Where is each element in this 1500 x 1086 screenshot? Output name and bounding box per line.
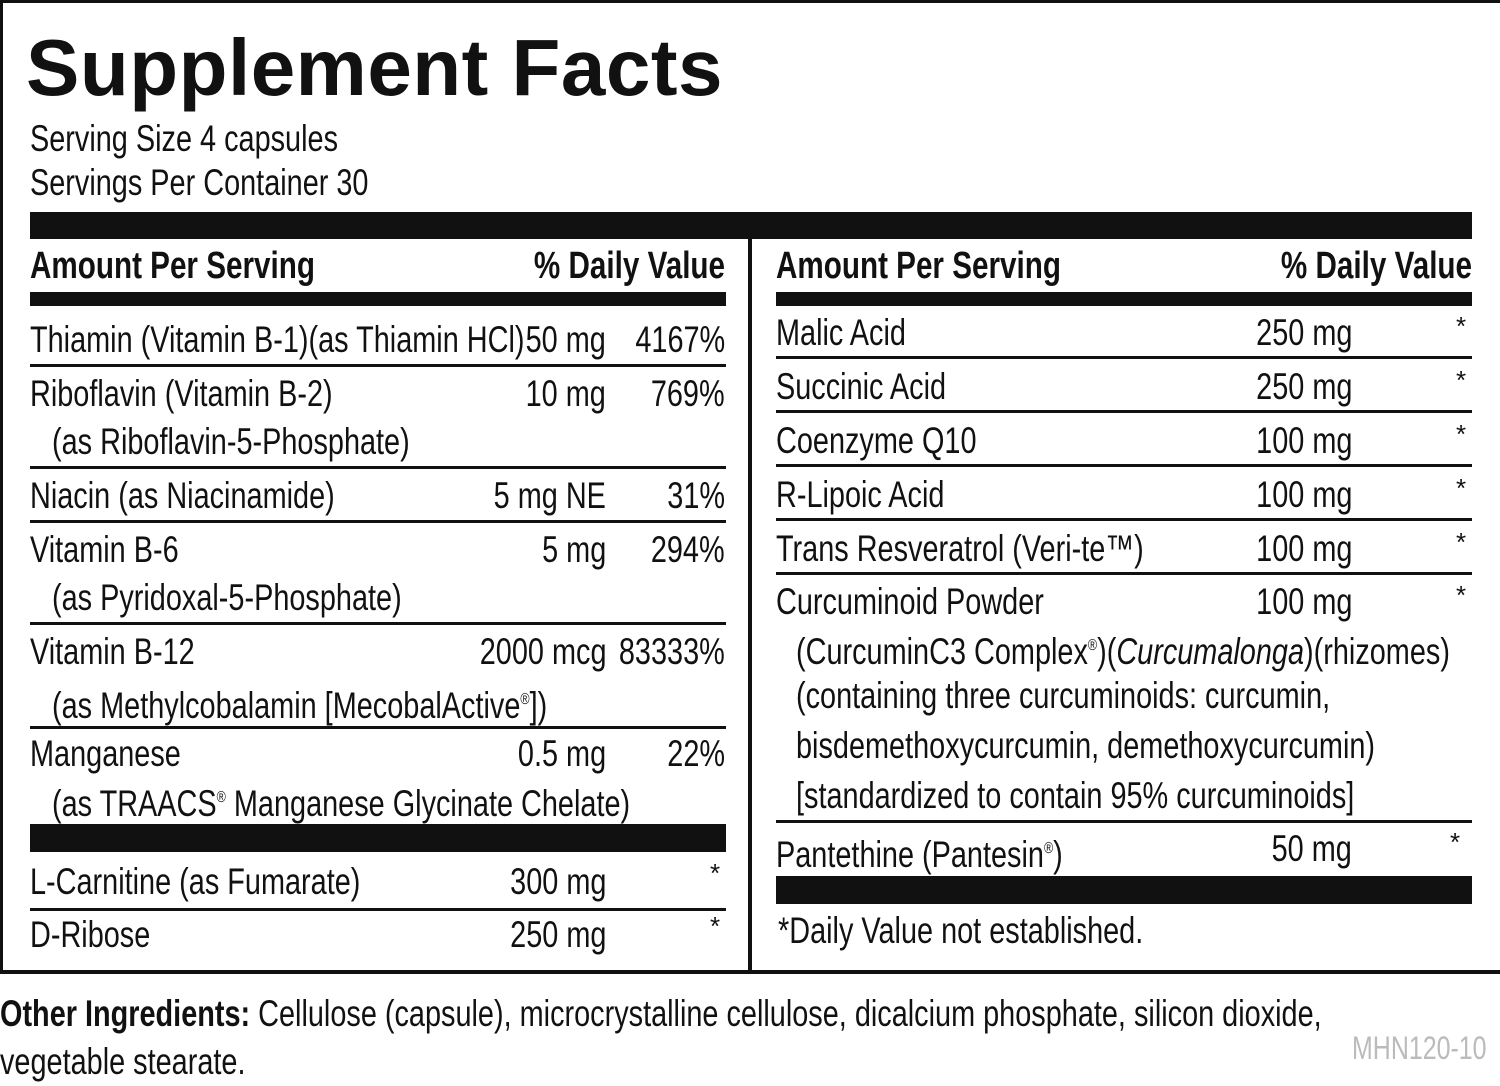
left-header-dv: % Daily Value — [533, 245, 725, 287]
row-divider — [776, 356, 1472, 359]
panel-title: Supplement Facts — [26, 23, 724, 112]
right-header-dv: % Daily Value — [1280, 245, 1472, 287]
row-riboflavin-dv: 769% — [651, 373, 725, 414]
row-malic-name: Malic Acid — [776, 312, 906, 353]
row-curcuminoid-detail: (containing three curcuminoids: curcumin, — [796, 675, 1331, 716]
row-niacin-dv: 31% — [667, 475, 725, 516]
row-divider — [30, 908, 726, 911]
right-header-rule — [776, 292, 1472, 306]
row-coq10-name: Coenzyme Q10 — [776, 420, 977, 461]
right-header-amount: Amount Per Serving — [776, 245, 1061, 287]
row-divider — [30, 726, 726, 729]
row-niacin-name: Niacin (as Niacinamide) — [30, 475, 335, 516]
row-curcuminoid-detail: bisdemethoxycurcumin, demethoxycurcumin) — [796, 725, 1376, 766]
row-ribose-amount: 250 mg — [509, 914, 606, 955]
row-curcuminoid-amount: 100 mg — [1255, 581, 1352, 622]
row-curcuminoid-dv: * — [1456, 580, 1467, 610]
row-succinic-amount: 250 mg — [1255, 366, 1352, 407]
row-riboflavin-name: Riboflavin (Vitamin B-2) — [30, 373, 333, 414]
row-pantethine-amount: 50 mg — [1271, 828, 1352, 869]
row-divider — [30, 466, 726, 469]
row-coq10-dv: * — [1456, 419, 1467, 449]
right-section-rule — [776, 876, 1472, 904]
column-divider — [748, 239, 752, 970]
row-divider — [776, 464, 1472, 467]
daily-value-footnote: *Daily Value not established. — [778, 910, 1144, 951]
row-resveratrol-name: Trans Resveratrol (Veri-te™) — [776, 528, 1144, 569]
left-header-rule — [30, 292, 726, 306]
top-thick-rule — [30, 212, 1472, 239]
row-divider — [776, 572, 1472, 575]
row-riboflavin-source: (as Riboflavin-5-Phosphate) — [52, 421, 410, 462]
row-lipoic-dv: * — [1456, 473, 1467, 503]
row-b6-dv: 294% — [651, 529, 725, 570]
row-b12-source: (as Methylcobalamin [MecobalActive®]) — [52, 685, 548, 726]
row-lipoic-name: R-Lipoic Acid — [776, 474, 945, 515]
row-curcuminoid-standardization: [standardized to contain 95% curcuminoids] — [796, 775, 1355, 816]
row-thiamin-amount: 50 mg — [525, 319, 606, 360]
row-manganese-name: Manganese — [30, 733, 181, 774]
row-b6-name: Vitamin B-6 — [30, 529, 179, 570]
row-b12-name: Vitamin B-12 — [30, 631, 195, 672]
row-resveratrol-amount: 100 mg — [1255, 528, 1352, 569]
row-divider — [30, 622, 726, 625]
row-carnitine-dv: * — [710, 858, 721, 888]
row-thiamin-name: Thiamin (Vitamin B-1)(as Thiamin HCl) — [30, 319, 525, 360]
row-divider — [776, 410, 1472, 413]
row-curcuminoid-name: Curcuminoid Powder — [776, 581, 1044, 622]
row-pantethine-dv: * — [1450, 827, 1461, 857]
row-divider — [30, 520, 726, 523]
row-thiamin-dv: 4167% — [635, 319, 725, 360]
left-header-amount: Amount Per Serving — [30, 245, 315, 287]
row-carnitine-amount: 300 mg — [509, 861, 606, 902]
other-ingredients: Other Ingredients: Cellulose (capsule), microcrystalline cellulose, dicalcium phosphate, silicon dioxide, vegetable stearate. — [0, 993, 1322, 1082]
row-niacin-amount: 5 mg NE — [493, 475, 606, 516]
row-divider — [776, 820, 1472, 823]
left-section-rule — [30, 824, 726, 852]
row-riboflavin-amount: 10 mg — [525, 373, 606, 414]
row-divider — [776, 518, 1472, 521]
row-carnitine-name: L-Carnitine (as Fumarate) — [30, 861, 361, 902]
serving-size: Serving Size 4 capsules — [30, 118, 339, 159]
row-manganese-amount: 0.5 mg — [517, 733, 606, 774]
row-lipoic-amount: 100 mg — [1255, 474, 1352, 515]
row-malic-dv: * — [1456, 311, 1467, 341]
row-b12-amount: 2000 mcg — [479, 631, 606, 672]
row-manganese-dv: 22% — [667, 733, 725, 774]
row-resveratrol-dv: * — [1456, 527, 1467, 557]
row-succinic-name: Succinic Acid — [776, 366, 947, 407]
row-curcuminoid-source: (CurcuminC3 Complex®)(Curcumalonga)(rhizomes) — [796, 631, 1450, 672]
row-b6-source: (as Pyridoxal-5-Phosphate) — [52, 577, 402, 618]
servings-per-container: Servings Per Container 30 — [30, 162, 369, 203]
row-pantethine-name: Pantethine (Pantesin®) — [776, 834, 1063, 875]
row-ribose-dv: * — [710, 911, 721, 941]
row-b12-dv: 83333% — [619, 631, 725, 672]
row-malic-amount: 250 mg — [1255, 312, 1352, 353]
row-coq10-amount: 100 mg — [1255, 420, 1352, 461]
row-succinic-dv: * — [1456, 365, 1467, 395]
product-code: MHN120-10 — [1352, 1030, 1487, 1066]
row-b6-amount: 5 mg — [541, 529, 606, 570]
row-manganese-source: (as TRAACS® Manganese Glycinate Chelate) — [52, 783, 631, 824]
row-ribose-name: D-Ribose — [30, 914, 151, 955]
row-divider — [30, 364, 726, 367]
